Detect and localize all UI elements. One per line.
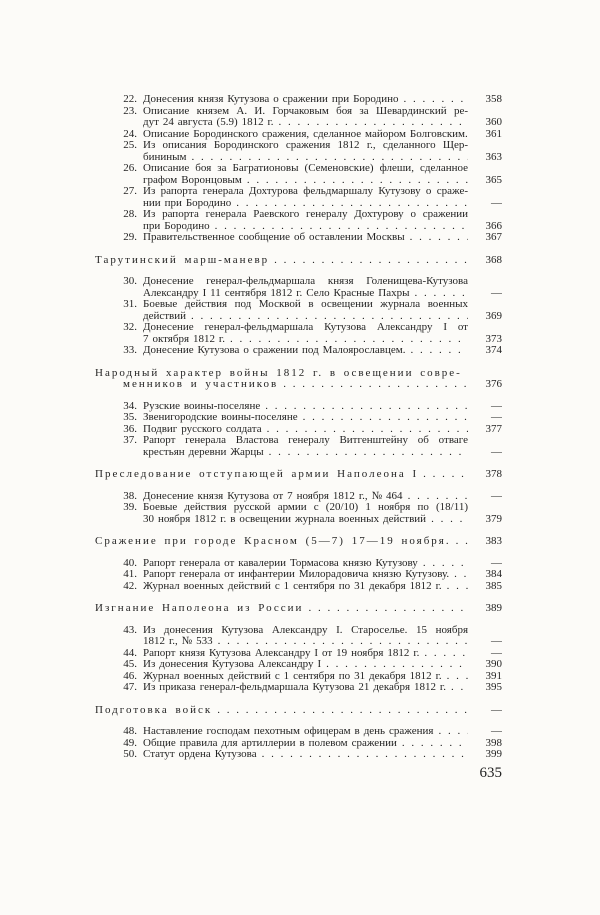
section-header-text: Народный характер войны 1812 г. в освещении совре- [95, 367, 462, 379]
entry-page-number: 363 [485, 151, 502, 163]
entry-text: Донесения князя Кутузова о сражении при Бородино [143, 94, 399, 105]
entry-line [95, 581, 502, 593]
toc-entry [95, 345, 502, 357]
entry-page-number: 373 [485, 333, 502, 345]
section-header-text: Изгнание Наполеона из России [95, 603, 304, 614]
entry [143, 94, 468, 106]
entry-line [95, 625, 502, 637]
entry-line [95, 659, 502, 671]
entry-number: 46. [123, 670, 137, 682]
entry-line [95, 94, 502, 106]
entry-page-number: 361 [485, 128, 502, 140]
entry-page-number: 360 [485, 117, 502, 128]
entry-text: Общие правила для артиллерии в полевом сражении [143, 737, 397, 749]
entry-line [95, 152, 502, 164]
entry-line [95, 682, 502, 694]
entry-text: Описание Бородинского сражения, сделанное майором Болговским. [143, 128, 468, 140]
entry-text: Донесение князя Кутузова от 7 ноября 1812 г., № 464 [143, 490, 403, 502]
entry-page-number: 367 [485, 232, 502, 243]
entry-line [95, 435, 502, 447]
section-header-line [95, 603, 502, 615]
entry-line [95, 117, 502, 129]
section-page-number: 376 [485, 379, 502, 390]
entry-page-number: 374 [485, 345, 502, 356]
entry [143, 129, 468, 141]
toc-entry [95, 502, 502, 525]
entry-text: Рузские воины-поселяне [143, 400, 261, 412]
leader-dots [409, 288, 468, 300]
entry-page-number: — [491, 647, 502, 659]
leader-dots [262, 424, 468, 436]
entry-line [95, 322, 502, 334]
leader-dots [418, 558, 468, 570]
section-header [95, 379, 468, 391]
entry-line [95, 129, 502, 141]
entry-text: нии при Бородино [143, 197, 232, 209]
entry-page-number: — [491, 400, 502, 412]
entry [143, 648, 468, 660]
entry-line [95, 502, 502, 514]
section-header [95, 705, 468, 717]
entry-text: Журнал военных действий с 1 сентября по 31 декабря 1812 г. [143, 580, 442, 592]
entry-list [95, 491, 502, 526]
entry [143, 447, 468, 459]
entry-text: Описание боя за Багратионовы (Семеновские) флеши, сделанное [143, 163, 468, 174]
entry-line [95, 186, 502, 198]
entry-line [95, 175, 502, 187]
entry-number: 37. [123, 435, 137, 446]
entry [143, 726, 468, 738]
toc-entry [95, 648, 502, 660]
entry-text: Донесение Кутузова о сражении под Малоярославцем. [143, 345, 406, 356]
entry-page-number: 398 [485, 737, 502, 749]
leader-dots [321, 659, 468, 671]
leader-dots [242, 175, 468, 187]
section-header-text: Тарутинский марш-маневр [95, 254, 270, 266]
entry-text: Рапорт князя Кутузова Александру I от 19 ноября 1812 г. [143, 647, 420, 659]
entry-line [95, 738, 502, 750]
entry-number: 25. [123, 140, 137, 151]
entry [143, 491, 468, 503]
toc-entry [95, 435, 502, 458]
leader-dots [274, 117, 468, 129]
leader-dots [278, 379, 468, 391]
entry-line [95, 163, 502, 175]
toc-entry [95, 625, 502, 648]
leader-dots [419, 648, 468, 660]
entry-page-number: 399 [485, 749, 502, 760]
entry-text: крестьян деревни Жарцы [143, 446, 264, 458]
entry-line [95, 424, 502, 436]
toc-entry [95, 129, 502, 141]
entry-text: 1812 г., № 533 [143, 636, 213, 647]
section-page-number: 378 [485, 469, 502, 480]
entry-line [95, 209, 502, 221]
entry-text: Подвиг русского солдата [143, 423, 262, 435]
entry-page-number: 369 [485, 310, 502, 322]
leader-dots [398, 94, 468, 106]
leader-dots [451, 536, 468, 548]
section-header [95, 469, 502, 481]
entry [143, 514, 468, 526]
toc-entry [95, 581, 502, 593]
leader-dots [418, 469, 468, 481]
toc-entry [95, 276, 502, 299]
section-header [95, 536, 468, 548]
entry-number: 34. [123, 400, 137, 412]
entry-line [95, 221, 502, 233]
section-header [95, 368, 502, 391]
entry-list [95, 726, 502, 761]
toc-entry [95, 569, 502, 581]
section-page-number: 389 [485, 603, 502, 614]
entry [143, 581, 468, 593]
entry-number: 40. [123, 557, 137, 569]
entry-text: Наставление господам пехотным офицерам в день сражения [143, 726, 434, 737]
section-header-line [95, 536, 502, 548]
entry-text: Описание князем А. И. Горчаковым боя за Шевардинский ре- [143, 105, 468, 117]
toc-entry [95, 94, 502, 106]
entry [143, 636, 468, 648]
section-header-text: Сражение при городе Красном (5—7) 17—19 ноября. [95, 536, 451, 547]
entry-text: Из рапорта генерала Дохтурова фельдмаршалу Кутузову о сраже- [143, 186, 468, 197]
toc-entry [95, 186, 502, 209]
entry-text: Из описания Бородинского сражения 1812 г., сделанного Щер- [143, 140, 468, 151]
entry-number: 33. [123, 345, 137, 356]
entry-number: 38. [123, 490, 137, 502]
entry-page-number: — [491, 412, 502, 423]
entry-line [95, 726, 502, 738]
entry-text: при Бородино [143, 220, 210, 232]
entry-number: 32. [123, 322, 137, 333]
toc-entry [95, 749, 502, 761]
entry-line [95, 671, 502, 683]
entry-number: 26. [123, 163, 137, 174]
leader-dots [442, 581, 468, 593]
entry-line [95, 106, 502, 118]
entry-number: 23. [123, 105, 137, 117]
section-header-line [95, 469, 502, 481]
entry-line [95, 288, 502, 300]
entry-text: Александру I 11 сентября 1812 г. Село Красные Пахры [143, 287, 410, 299]
entry [143, 117, 468, 129]
entry-line [95, 276, 502, 288]
entry-line [95, 648, 502, 660]
page-number-folio: 635 [479, 764, 502, 781]
entry [143, 345, 468, 357]
leader-dots [231, 198, 468, 210]
toc-entry [95, 299, 502, 322]
entry-page-number: 377 [485, 423, 502, 435]
section-header [95, 603, 502, 615]
entry-line [95, 447, 502, 459]
toc-entry [95, 232, 502, 244]
entry-line [95, 558, 502, 570]
leader-dots [264, 447, 468, 459]
entry-line [95, 412, 502, 424]
section-header [95, 255, 468, 267]
entry-page-number: 385 [485, 580, 502, 592]
toc-entry [95, 140, 502, 163]
entry [143, 682, 468, 694]
entry-text: Статут ордена Кутузова [143, 749, 257, 760]
entry [143, 334, 468, 346]
leader-dots [403, 491, 468, 503]
entry-page-number: — [491, 726, 502, 737]
section-header-line [95, 379, 502, 391]
section-header [95, 705, 502, 717]
entry [143, 671, 468, 683]
section-header-line [95, 368, 502, 380]
entry-text: графом Воронцовым [143, 174, 242, 186]
entry [143, 738, 468, 750]
section-header [95, 469, 468, 481]
entry-page-number: 391 [485, 670, 502, 682]
toc-entry [95, 726, 502, 738]
entry-text: дут 24 августа (5.9) 1812 г. [143, 117, 274, 128]
toc-entry [95, 163, 502, 186]
entry-list [95, 625, 502, 694]
leader-dots [298, 412, 468, 424]
entry-number: 30. [123, 276, 137, 287]
leader-dots [269, 255, 468, 267]
entry [143, 569, 468, 581]
entry-number: 22. [123, 94, 137, 105]
entry [143, 311, 468, 323]
entry-number: 50. [123, 749, 137, 760]
entry-number: 49. [123, 737, 137, 749]
entry-text: Боевые действия русской армии с (20/10) 1 ноября по (18/11) [143, 502, 468, 513]
entry-number: 44. [123, 647, 137, 659]
entry-line [95, 636, 502, 648]
entry-line [95, 311, 502, 323]
table-of-contents [95, 94, 502, 761]
entry-page-number: 365 [485, 174, 502, 186]
entry [143, 152, 468, 164]
leader-dots [426, 514, 468, 526]
entry-text: Из донесения Кутузова Александру I. Староселье. 15 ноября [143, 624, 468, 636]
entry-number: 39. [123, 502, 137, 513]
entry-line [95, 514, 502, 526]
entry-line [95, 198, 502, 210]
entry-text: действий [143, 310, 187, 322]
entry-text: Рапорт генерала от кавалерии Тормасова князю Кутузову [143, 557, 418, 569]
toc-entry [95, 682, 502, 694]
leader-dots [212, 705, 468, 717]
entry-line [95, 334, 502, 346]
entry-page-number: 358 [485, 94, 502, 105]
section-page-number: 383 [485, 536, 502, 547]
section-header-line [95, 705, 502, 717]
entry-line [95, 140, 502, 152]
entry-number: 35. [123, 412, 137, 423]
toc-entry [95, 424, 502, 436]
leader-dots [405, 345, 468, 357]
leader-dots [213, 636, 468, 648]
entry-page-number: 395 [485, 682, 502, 693]
section-header-text: Подготовка войск [95, 704, 213, 716]
entry-line [95, 401, 502, 413]
entry-number: 42. [123, 580, 137, 592]
entry-text: Правительственное сообщение об оставлении Москвы [143, 232, 405, 243]
section-header-text: Преследование отступающей армии Наполеона I [95, 469, 419, 480]
leader-dots [257, 749, 468, 761]
leader-dots [433, 726, 468, 738]
toc-entry [95, 322, 502, 345]
entry-line [95, 749, 502, 761]
entry-page-number: 390 [485, 659, 502, 670]
entry-page-number: 384 [485, 569, 502, 580]
entry-number: 27. [123, 186, 137, 197]
section-header [95, 603, 468, 615]
entry-number: 24. [123, 128, 137, 140]
entry-page-number: — [491, 197, 502, 209]
toc-entry [95, 209, 502, 232]
entry [143, 401, 468, 413]
leader-dots [210, 221, 468, 233]
entry-line [95, 232, 502, 244]
section-header [95, 536, 502, 548]
entry-number: 29. [123, 232, 137, 243]
entry [143, 198, 468, 210]
entry-page-number: — [491, 287, 502, 299]
toc-entry [95, 659, 502, 671]
entry-page-number: 379 [485, 513, 502, 525]
toc-entry [95, 401, 502, 413]
entry-page-number: — [491, 446, 502, 458]
entry-line [95, 345, 502, 357]
entry-page-number: — [491, 557, 502, 569]
leader-dots [187, 152, 469, 164]
entry-number: 36. [123, 423, 137, 435]
leader-dots [397, 738, 468, 750]
entry-text: Боевые действия под Москвой в освещении журнала военных [143, 299, 468, 310]
entry [143, 424, 468, 436]
leader-dots [225, 334, 468, 346]
entry-text: Из рапорта генерала Раевского генералу Дохтурову о сражении [143, 209, 468, 220]
section-header [95, 255, 502, 267]
leader-dots [260, 401, 468, 413]
entry-text: 30 ноября 1812 г. в освещении журнала военных действий [143, 513, 427, 525]
entry [143, 175, 468, 187]
entry-text: 7 октября 1812 г. [143, 333, 225, 345]
entry [143, 232, 468, 244]
toc-entry [95, 491, 502, 503]
entry [143, 558, 468, 570]
entry-text: Из приказа генерал-фельдмаршала Кутузова 21 декабря 1812 г. [143, 682, 446, 693]
entry-number: 47. [123, 682, 137, 693]
entry [143, 288, 468, 300]
entry-line [95, 299, 502, 311]
entry-text: Рапорт генерала от инфантерии Милорадовича князю Кутузову. [143, 569, 450, 580]
entry-text: Рапорт генерала Властова генералу Витгенштейну об отваге [143, 435, 468, 446]
toc-entry [95, 106, 502, 129]
section-header-text: менников и участников [123, 379, 279, 390]
entry-number: 28. [123, 209, 137, 220]
entry-page-number: — [491, 490, 502, 502]
entry-page-number: 366 [485, 220, 502, 232]
leader-dots [405, 232, 468, 244]
section-header-line [95, 255, 502, 267]
entry-line [95, 491, 502, 503]
entry-text: Из донесения Кутузова Александру I [143, 659, 322, 670]
section-page-number: — [491, 704, 502, 716]
entry-number: 45. [123, 659, 137, 670]
entry [143, 412, 468, 424]
entry-text: бининым [143, 151, 187, 163]
leader-dots [303, 603, 468, 615]
toc-entry [95, 738, 502, 750]
entry-list [95, 401, 502, 459]
entry-page-number: — [491, 636, 502, 647]
entry-number: 31. [123, 299, 137, 310]
toc-entry [95, 558, 502, 570]
leader-dots [446, 682, 468, 694]
leader-dots [186, 311, 468, 323]
entry-list [95, 94, 502, 244]
entry [143, 221, 468, 233]
toc-entry [95, 412, 502, 424]
entry-list [95, 276, 502, 357]
entry [143, 659, 468, 671]
entry-number: 41. [123, 569, 137, 580]
leader-dots [449, 569, 468, 581]
entry-text: Звенигородские воины-поселяне [143, 412, 298, 423]
entry-list [95, 558, 502, 593]
entry-line [95, 569, 502, 581]
entry [143, 749, 468, 761]
section-page-number: 368 [485, 254, 502, 266]
toc-entry [95, 671, 502, 683]
entry-text: Донесение генерал-фельдмаршала Кутузова Александру I от [143, 322, 468, 333]
entry-text: Журнал военных действий с 1 сентября по 31 декабря 1812 г. [143, 670, 442, 682]
entry-number: 43. [123, 624, 137, 636]
entry-number: 48. [123, 726, 137, 737]
leader-dots [442, 671, 468, 683]
entry-text: Донесение генерал-фельдмаршала князя Голенищева-Кутузова [143, 276, 468, 287]
